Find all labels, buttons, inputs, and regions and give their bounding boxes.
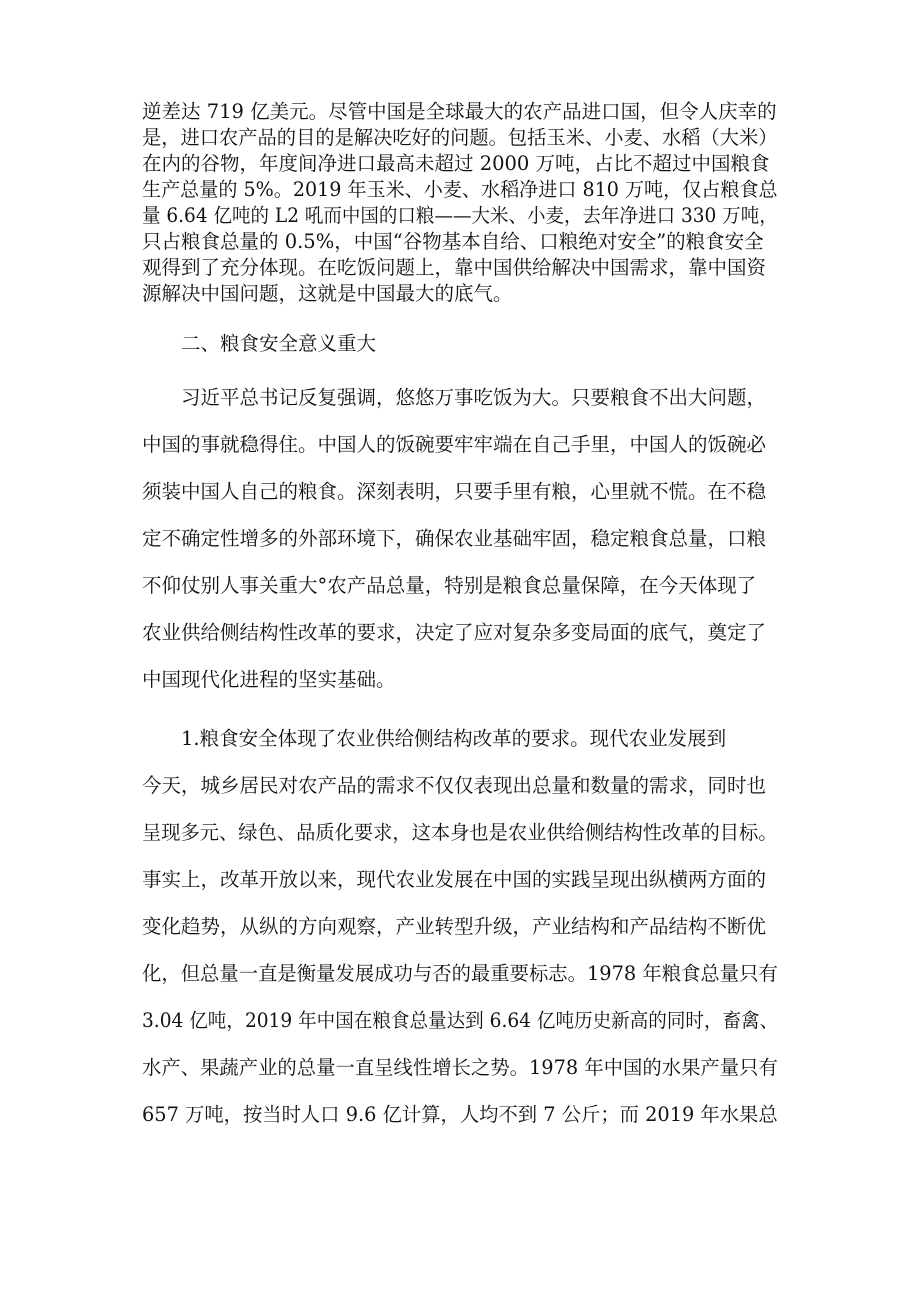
text-line: 逆差达 719 亿美元。尽管中国是全球最大的农产品进口国，但令人庆幸的: [142, 100, 777, 123]
text-line: 是，进口农产品的目的是解决吃好的问题。包括玉米、小麦、水稻（大米）: [142, 126, 778, 149]
text-line: 农业供给侧结构性改革的要求，决定了应对复杂多变局面的底气，奠定了: [142, 621, 767, 644]
text-line: 657 万吨，按当时人口 9.6 亿计算，人均不到 7 公斤；而 2019 年水果总: [142, 1103, 778, 1126]
section-heading: 二、粮食安全意义重大: [181, 332, 377, 355]
text-line: 不仰仗别人事关重大°农产品总量，特别是粮食总量保障，在今天体现了: [142, 574, 757, 597]
text-line: 变化趋势，从纵的方向观察，产业转型升级，产业结构和产品结构不断优: [142, 915, 767, 938]
text-line: 须装中国人自己的粮食。深刻表明，只要手里有粮，心里就不慌。在不稳: [142, 480, 767, 503]
text-line: 1.粮食安全体现了农业供给侧结构改革的要求。现代农业发展到: [181, 727, 727, 750]
text-line: 事实上，改革开放以来，现代农业发展在中国的实践呈现出纵横两方面的: [142, 868, 767, 891]
text-line: 源解决中国问题，这就是中国最大的底气。: [142, 282, 513, 305]
text-line: 3.04 亿吨，2019 年中国在粮食总量达到 6.64 亿吨历史新高的同时，畜禽、: [142, 1009, 779, 1032]
text-line: 中国的事就稳得住。中国人的饭碗要牢牢端在自己手里，中国人的饭碗必: [142, 433, 767, 456]
text-line: 今天，城乡居民对农产品的需求不仅仅表现出总量和数量的需求，同时也: [142, 774, 767, 797]
text-line: 呈现多元、绿色、品质化要求，这本身也是农业供给侧结构性改革的目标。: [142, 821, 778, 844]
text-line: 观得到了充分体现。在吃饭问题上，靠中国供给解决中国需求，靠中国资: [142, 256, 767, 279]
text-line: 定不确定性增多的外部环境下，确保农业基础牢固，稳定粮食总量，口粮: [142, 527, 767, 550]
text-line: 中国现代化进程的坚实基础。: [142, 668, 396, 691]
text-line: 量 6.64 亿吨的 L2 吼而中国的口粮——大米、小麦，去年净进口 330 万吨，: [142, 204, 778, 227]
text-line: 水产、果蔬产业的总量一直呈线性增长之势。1978 年中国的水果产量只有: [142, 1056, 778, 1079]
text-line: 在内的谷物，年度间净进口最高未超过 2000 万吨，占比不超过中国粮食: [142, 152, 770, 175]
text-line: 化，但总量一直是衡量发展成功与否的最重要标志。1978 年粮食总量只有: [142, 962, 778, 985]
text-line: 只占粮食总量的 0.5%，中国“谷物基本自给、口粮绝对安全”的粮食安全: [142, 230, 764, 253]
text-line: 生产总量的 5%。2019 年玉米、小麦、水稻净进口 810 万吨，仅占粮食总: [142, 178, 778, 201]
text-line: 习近平总书记反复强调，悠悠万事吃饭为大。只要粮食不出大问题，: [181, 386, 767, 409]
